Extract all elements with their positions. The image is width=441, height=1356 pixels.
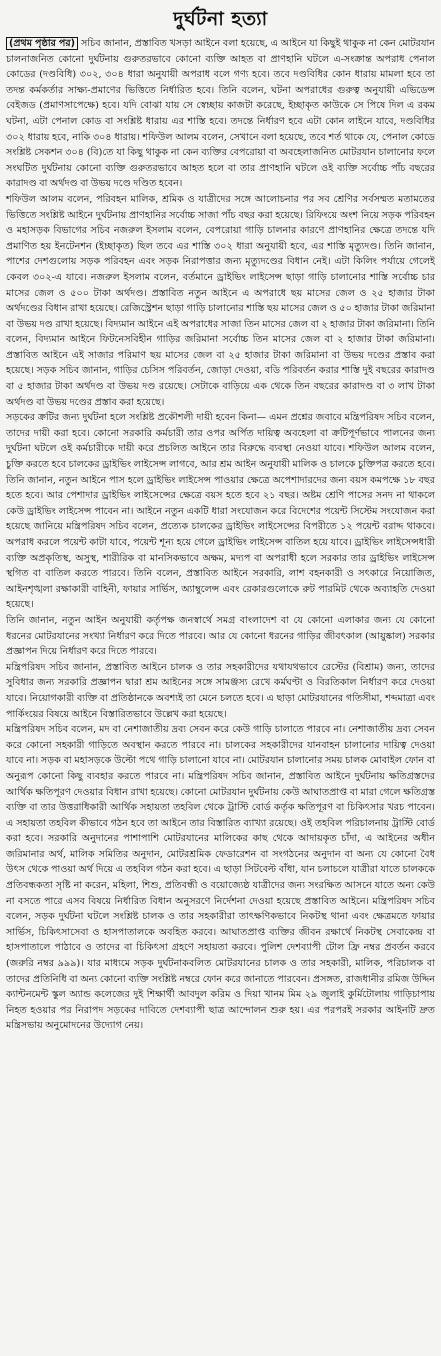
paragraph: সড়কের ক্রটির জন্য দুর্ঘটনা হলে সংশ্লিষ্ট প্রকৌশলী দায়ী হবেন কিনা— এমন প্রশ্নের জবাবে মন্ত্রিপরিষদ সচিব বলেন, তাদের দায়ী করা হবে। কোনো সরকারি কর্মচারী তার ওপর অর্পিত দায়িত্ব অবহেলা বা ক্রটিপূর্ণভাবে পালনের জন্য দুর্ঘটনা ঘটলে ওই কর্মচারীকে দায়ী করে প্রচলিত আইনে তার বিরুদ্ধে ব্যবস্থা নেওয়া যাবে। শফিউল আলম বলেন, চুক্তি করতে হবে চালকের ড্রাইভিং লাইসেন্স লাগবে, আর শ্রম আইন অনুযায়ী মালিক ও চালকে চুক্তিপত্র করতে হবে। তিনি জানান, নতুন আইনে পাস হলে ড্রাইভিং লাইসেন্স পাওয়ার ক্ষেত্রে অপেশাদারদের জন্য বয়স কমপক্ষে ১৮ বছর হতে হবে। আর পেশাদার ড্রাইভিং লাইসেন্সের ক্ষেত্রে বয়স হতে হবে ২১ বছর। অষ্টম শ্রেণি পাসের সনদ না থাকলে কেউ ড্রাইভিং লাইসেন্স পাবেন না। আইনে নতুন একটি ধারা সংযোজন করে বিদেশের পয়েন্ট সিস্টেম সংযোজন করা হয়েছে জানিয়ে মন্ত্রিপরিষদ সচিব বলেন, প্রত্যেক চালকের ড্রাইভিং লাইসেন্সের বিপরীতে ১২ পয়েন্ট বরাদ্দ থাকবে। অপরাধ করলে পয়েন্ট কাটা যাবে, পয়েন্ট শূন্য হয়ে গেলে ড্রাইভিং লাইসেন্স বাতিল হয়ে যাবে। ড্রাইভিং লাইসেন্সধারী ব্যক্তি অপ্রকৃতিস্থ, অসুস্থ, শারীরিক বা মানসিকভাবে অক্ষম, মদ্যপ বা অপরাধী হলে সরকার তার ড্রাইভিং লাইসেন্স স্থগিত বা বাতিল করতে পারবে। তিনি বলেন, প্রস্তাবিত আইনে সরকারি, লাশ বহনকারী ও সৎকারে নিয়োজিত, আইনশৃঙ্খলা রক্ষাকারী বাহিনী, ফায়ার সার্ভিস, অ্যাম্বুলেন্স এবং রেকারগুলোকে রুট পারমিট থেকে অব্যাহতি দেওয়া হয়েছে। [6, 412, 435, 611]
headline: দুর্ঘটনা হত্যা [173, 8, 268, 30]
article-body [6, 36, 435, 1034]
paragraph: শফিউল আলম বলেন, পরিবহন মালিক, শ্রমিক ও যাত্রীদের সঙ্গে আলোচনার পর সব শ্রেণির সর্বসম্মত মতামতের ভিত্তিতে সংশ্লিষ্ট আইনে দুর্ঘটনায় প্রাণহানির সর্বোচ্চ সাজা পাঁচ বছর করা হয়েছে। রিফিংয়ে অংশ নিয়ে সড়ক পরিবহন ও মহাসড়ক বিভাগের সচিব নজরুল ইসলাম বলেন, বেপরোয়া গাড়ি চালনার কারণে প্রাণহানির ক্ষেত্রে তদন্তে যদি প্রমাণিত হয় ইনটেনশন (ইচ্ছাকৃত) ছিল তবে এর শাস্তি ৩০২ ধারা অনুযায়ী হবে, এর শাস্তি মৃত্যুদণ্ড। তিনি জানান, পাশের দেশগুলোয় সড়ক পরিবহন এবং সড়ক নিরাপত্তার জন্য মৃত্যুদণ্ডের বিধান নেই। এটা কিলিং পর্যায়ে গেলেই কেবল ৩০২-এ যাবে। নজরুল ইসলাম বলেন, বর্তমানে ড্রাইভিং লাইসেন্স ছাড়া গাড়ি চালানোর শাস্তি সর্বোচ্চ চার মাসের জেল ও ৫০০ টাকা অর্থদণ্ড। প্রস্তাবিত নতুন আইনে এ অপরাধে ছয় মাসের জেল ও ২৫ হাজার টাকা অর্থদণ্ডের বিধান রাখা হয়েছে। রেজিস্ট্রেশন ছাড়া গাড়ি চালানোর শাস্তি ছয় মাসের জেল ও ৫০ হাজার টাকা জরিমানা বা উভয় দণ্ড রাখা হয়েছে। বিদ্যমান আইনে এই অপরাধের সাজা তিন মাসের জেল বা ২ হাজার টাকা জরিমানা। তিনি বলেন, বিদ্যমান আইনে ফিটনেসবিহীন গাড়ির জরিমানা সর্বোচ্চ তিন মাসের জেল বা ২ হাজার টাকা জরিমানা। প্রস্তাবিত আইনে এই সাজার পরিমাণ ছয় মাসের জেল বা ২৫ হাজার টাকা জরিমানা বা উভয় দণ্ডের প্রস্তাব করা হয়েছে। সড়ক সচিব জানান, গাড়ির চেসিস পরিবর্তন, জোড়া দেওয়া, বডি পরিবর্তন করার শাস্তি দুই বছরের কারাদণ্ড বা ৫ হাজার টাকা অর্থদণ্ড বা উভয় দণ্ড রয়েছে। সেটাকে বাড়িয়ে এক থেকে তিন বছরের কারাদণ্ড বা ৩ লাখ টাকা অর্থদণ্ড বা উভয় দণ্ডের প্রস্তাব করা হয়েছে। [6, 193, 435, 408]
paragraph: মন্ত্রিপরিষদ সচিব বলেন, মদ বা নেশাজাতীয় দ্রব্য সেবন করে কেউ গাড়ি চালাতে পারবে না। নেশাজাতীয় দ্রব্য সেবন করে কোনো সহকারী গাড়িতে অবস্থান করতে পারবে না। চালকের সহকারীদের যানবাহন চালানোর দায়িত্ব দেওয়া যাবে না। সড়ক বা মহাসড়কে উল্টো পথে গাড়ি চালানো যাবে না। মোটরযান চালানোর সময় চালক মোবাইল ফোন বা অনুরূপ কোনো কিছু ব্যবহার করতে পারবে না। মন্ত্রিপরিষদ সচিব জানান, প্রস্তাবিত আইনে দুর্ঘটনায় ক্ষতিগ্রস্তদের আর্থিক ক্ষতিপূরণ দেওয়ার বিধান রাখা হয়েছে। কোনো মোটরযান দুর্ঘটনায় কেউ আঘাতপ্রাপ্ত বা মারা গেলে ক্ষতিগ্রস্ত ব্যক্তি বা তার উত্তরাধিকারী আর্থিক সহায়তা তহবিল থেকে ট্রাস্টি বোর্ড কর্তৃক ক্ষতিপূরণ বা চিকিৎসার খরচ পাবেন। এ সহায়তা তহবিল কীভাবে গঠন হবে তা আইনে তার বিস্তারিত ব্যাখ্যা রয়েছে। ওই তহবিল পরিচালনায় ট্রাস্টি বোর্ড করা হবে। সরকারি অনুদানের পাশাপাশি মোটরযানের মালিকের কাছ থেকে আদায়কৃত চাঁদা, এ আইনের অধীন জরিমানার অর্থ, মালিক সমিতির অনুদান, মোটরশ্রমিক ফেডারেশন বা সংগঠনের অনুদান বা অন্য যে কোনো বৈধ উৎস থেকে পাওয়া অর্থ দিয়ে এ তহবিল গঠন করা হবে। এ ছাড়া সিটবেল্ট বাঁধা, যান চলাচলে যাত্রীরা যাতে চালককে প্রতিবন্ধকতা সৃষ্টি না করেন, মহিলা, শিশু, প্রতিবন্ধী ও বয়োজ্যেষ্ঠ যাত্রীদের জন্য সংরক্ষিত আসনে যাতে অন্য কেউ না বসতে পারে এসব বিষয়ে নির্ধারিত বিধান অনুসরণে নির্দেশনা দেওয়া হয়েছে প্রস্তাবিত আইনে। মন্ত্রিপরিষদ সচিব বলেন, সড়ক দুর্ঘটনা ঘটলে সংশ্লিষ্ট চালক ও তার সহকারীরা তাৎক্ষণিকভাবে নিকটস্থ থানা এবং ক্ষেত্রমতে ফায়ার সার্ভিস, চিকিৎসাসেবা ও হাসপাতালকে অবহিত করবে। আঘাতপ্রাপ্ত ব্যক্তির জীবন রক্ষার্থে নিকটস্থ সেবাকেন্দ্র বা হাসপাতালে পাঠাবে ও তাদের বা চিকিৎসা গ্রহণে সহায়তা করবে। পুলিশ দেশব্যাপী টোল ফ্রি নম্বর প্রবর্তন করবে (জরুরি নম্বর ৯৯৯)। যার মাধ্যমে সড়ক দুর্ঘটনাকবলিত মোটরযানের চালক ও তার সহকারী, মালিক, পরিচালক বা তাদের প্রতিনিধি বা অন্য কোনো ব্যক্তি সংশ্লিষ্ট নম্বরে ফোন করে জানাতে পারবেন। প্রসঙ্গত, রাজধানীর রমিজ উদ্দিন ক্যান্টনমেন্ট স্কুল অ্যান্ড কলেজের দুই শিক্ষার্থী আবদুল করিম ও দিয়া খানম মিম ২৯ জুলাই কুর্মিটোলায় গাড়িচাপায় নিহত হওয়ার পর নিরাপদ সড়কের দাবিতে দেশব্যাপী ছাত্র আন্দোলন শুরু হয়। এর পরপরই সরকার আইনটি দ্রুত মন্ত্রিসভায় অনুমোদনের উদ্যোগ নেয়। [6, 724, 435, 1032]
continuation-label: (প্রথম পৃষ্ঠার পর) [6, 37, 78, 50]
paragraph: মন্ত্রিপরিষদ সচিব জানান, প্রস্তাবিত আইনে চালক ও তার সহকারীদের যথাযথভাবে রেস্টের (বিশ্রাম) জন্য, তাদের সুবিধার জন্য সরকারি প্রজ্ঞাপন দ্বারা শ্রম আইনের সঙ্গে সামঞ্জস্য রেখে কর্মঘণ্টা ও বিরতিকাল নির্ধারণ করে দেওয়া যাবে। নিয়োগকারী ব্যক্তি বা প্রতিষ্ঠানকে অবশ্যই তা মেনে চলতে হবে। এ ছাড়া মোটরযানের গতিসীমা, শব্দমাত্রা এবং পার্কিংয়ের বিষয়ে আইনে বিস্তারিতভাবে উল্লেখ করা হয়েছে। [6, 661, 435, 720]
paragraph: তিনি জানান, নতুন আইন অনুযায়ী কর্তৃপক্ষ জনস্বার্থে সমগ্র বাংলাদেশ বা যে কোনো এলাকার জন্য যে কোনো ধরনের মোটরযানের সংখ্যা নির্ধারণ করে দিতে পারবে। আর যে কোনো ধরনের গাড়ির জীবৎকাল (আয়ুষ্কাল) সরকার প্রজ্ঞাপন দিয়ে নির্ধারণ করে দিতে পারবে। [6, 614, 435, 658]
paragraph [6, 36, 435, 192]
paragraph-text: সচিব জানান, প্রস্তাবিত খসড়া আইনে বলা হয়েছে, এ আইনে যা কিছুই থাকুক না কেন মোটরযান চালনাজনিত কোনো দুর্ঘটনায় গুরুতরভাবে কোনো ব্যক্তি আহত বা প্রাণহানি ঘটলে এ-সংক্রান্ত অপরাধ পেনাল কোডের (দণ্ডবিধি) ৩০২, ৩০৪ ধারা অনুযায়ী অপরাধ বলে গণ্য হবে। তবে দণ্ডবিধির কোন ধারায় মামলা হবে তা তদন্ত কর্মকর্তার সাক্ষ্য-প্রমাণের ভিত্তিতে নির্ধারিত হবে। তিনি বলেন, ঘটনা অপরাধের গুরুত্ব অনুযায়ী এভিডেন্স বেইজড (প্রমাণসাপেক্ষে) হবে। যদি বোঝা যায় সে স্বেচ্ছায় কাজটা করেছে, ইচ্ছাকৃত কাউকে সে পিষে দিল এ রকম ঘটনা, এটা পেনাল কোড বা সংশ্লিষ্ট ধারায় এর শাস্তি হবে। তদন্তে নির্ধারণ হবে এটা কোন লাইনে যাবে, দণ্ডবিধির ৩০২ ধারায় হবে, নাকি ৩০৪ ধারায়। শফিউল আলম বলেন, সেখানে বলা হয়েছে, তবে শর্ত থাকে যে, পেনাল কোডে সংশ্লিষ্ট সেকশন ৩০৪ (বি)তে যা কিছু থাকুক না কেন ব্যক্তির বেপরোয়া বা অবহেলাজনিত মোটরযান চালানোর ফলে সংঘটিত দুর্ঘটনায় কোনো ব্যক্তি গুরুতরভাবে আহত হলে বা তার প্রাণহানি ঘটলে ওই ব্যক্তি সর্বোচ্চ পাঁচ বছরের কারাদণ্ড বা অর্থদণ্ড বা উভয় দণ্ডে দণ্ডিত হবেন। [6, 38, 435, 190]
